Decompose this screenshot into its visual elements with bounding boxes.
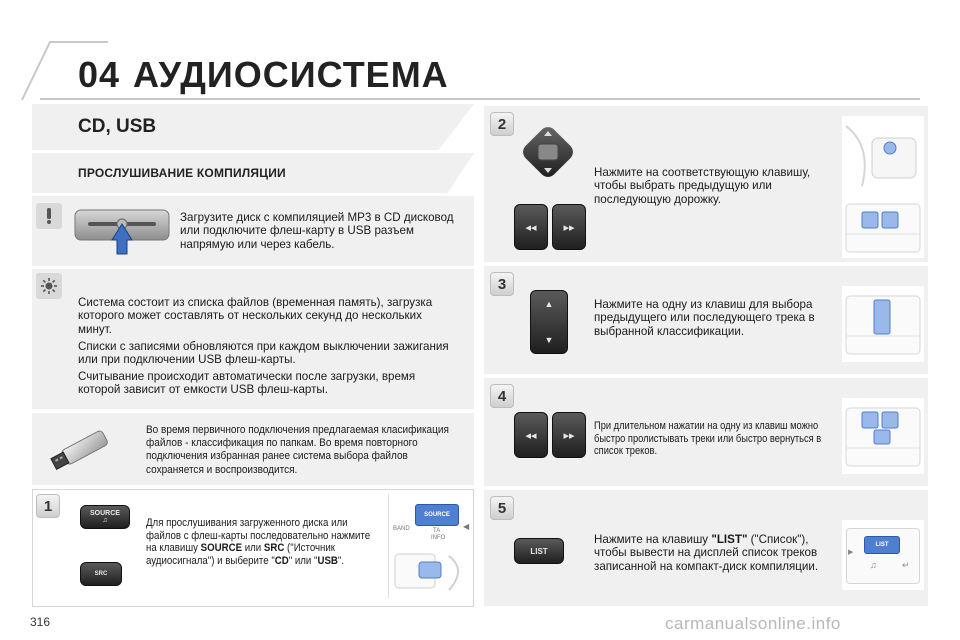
usb-flash-drive-icon [46, 426, 118, 472]
src-keyword: SRC [263, 542, 285, 555]
info-paragraph-3: Считывание происходит автоматически после загрузки, время которой зависит от емкости USB флеш-карты. [78, 370, 416, 397]
step5-panel-illustration [842, 520, 924, 590]
info-paragraph-1: Система состоит из списка файлов (временная память), загрузка которого может составлять от нескольких секунд до нескольких минут. [78, 296, 433, 336]
step4-rewind-button[interactable]: ◂◂ [514, 412, 548, 458]
watermark: carmanualsonline.info [665, 614, 841, 633]
src-button[interactable] [80, 562, 122, 586]
source-cd-icon: ♫ [102, 517, 108, 524]
step1-badge: 1 [36, 494, 60, 518]
header-rule [40, 98, 920, 100]
joystick-control-icon [518, 122, 578, 182]
radio-panel-illustration [388, 494, 472, 598]
step5-text: Нажмите на клавишу "LIST" ("Список"), чтобы вывести на дисплей список треков записанной на компакт-диск компиляции. [594, 533, 819, 573]
section-title: CD, USB [78, 116, 157, 137]
step2-steering-illustration [842, 116, 924, 258]
src-button-label: SRC [94, 571, 108, 577]
step3-up-down-button[interactable] [530, 290, 568, 354]
warning-icon [36, 203, 62, 229]
cd-keyword: CD [274, 554, 289, 567]
step2-badge: 2 [490, 112, 514, 136]
step3-text: Нажмите на одну из клавиш для выбора предыдущего или последующего трека в выбранной классификации. [594, 298, 815, 338]
usb-keyword: USB [317, 554, 338, 567]
band-label: BAND [393, 526, 410, 532]
source-keyword: SOURCE [200, 542, 243, 555]
chapter-title: АУДИОСИСТЕМА [133, 54, 449, 95]
step2-forward-button[interactable]: ▸▸ [552, 204, 586, 250]
up-arrow-icon: ▲ [544, 299, 554, 309]
list-keyword: "LIST" [711, 533, 748, 546]
down-arrow-icon: ▼ [544, 335, 554, 345]
chapter-number: 04 [78, 54, 121, 95]
panel-return-icon: ↵ [902, 560, 910, 570]
step4-text: При длительном нажатии на одну из клавиш можно быстро пролистывать треки или быстро вернуться в список треков. [594, 420, 822, 458]
step5-badge: 5 [490, 496, 514, 520]
step1-text: Для прослушивания загруженного диска или файлов с флеш-карты последовательно нажмите на клавишу SOURCE или SRC ("Источник аудиосигнала") и выберите "CD" или "USB". [146, 517, 371, 567]
step3-panel-illustration [842, 286, 924, 362]
step4-forward-button[interactable]: ▸▸ [552, 412, 586, 458]
list-button[interactable] [514, 538, 564, 564]
info-paragraph-2: Списки с записями обновляются при каждом выключении зажигания или при подключении USB флеш-карты. [78, 340, 449, 367]
panel-source-button[interactable]: SOURCE [415, 504, 459, 526]
panel-list-button[interactable]: LIST [864, 536, 900, 554]
info-label: INFO [431, 535, 446, 541]
page-number: 316 [30, 615, 51, 629]
panel-lower-illustration [389, 550, 472, 596]
step4-badge: 4 [490, 384, 514, 408]
usb-text: Во время первичного подключения предлагаемая класификация файлов - классификация по папкам. Во время повторного подключения избранная ранее система выбора файлов сохраняется и воспроизводится. [146, 424, 449, 476]
ta-label: TA [433, 528, 441, 534]
source-button-label: SOURCE [90, 510, 120, 517]
cd-player-illustration [74, 206, 170, 256]
step2-text: Нажмите на соответствующую клавишу, чтобы выбрать предыдущую или последующую дорожку. [594, 166, 811, 206]
section-subtitle: ПРОСЛУШИВАНИЕ КОМПИЛЯЦИИ [78, 166, 286, 180]
warning-text: Загрузите диск с компиляцией MP3 в CD дисковод или подключите флеш-карту в USB разъем напрямую или через кабель. [180, 211, 454, 251]
panel-note-icon: ♫ [870, 560, 877, 570]
list-button-label: LIST [530, 546, 548, 556]
step2-rewind-button[interactable]: ◂◂ [514, 204, 548, 250]
step4-panel-illustration [842, 398, 924, 474]
panel-play-icon: ▶ [848, 549, 854, 556]
source-button[interactable] [80, 505, 130, 529]
panel-arrow-icon: ◀ [463, 522, 470, 531]
info-sun-icon [36, 273, 62, 299]
step3-badge: 3 [490, 272, 514, 296]
